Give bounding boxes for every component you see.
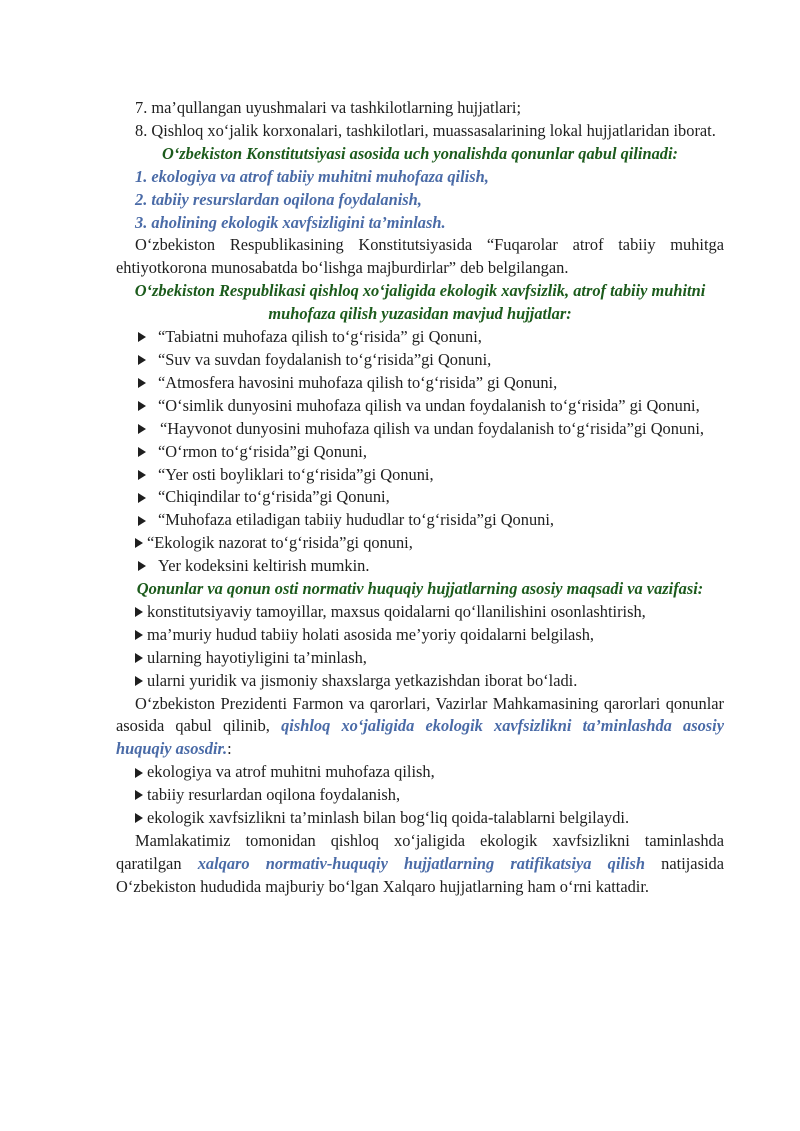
law-item-text: “Yer osti boyliklari to‘g‘risida”gi Qonuni, bbox=[158, 464, 434, 484]
role-item-text: tabiiy resurlardan oqilona foydalanish, bbox=[147, 785, 401, 805]
law-item-text: “Suv va suvdan foydalanish to‘g‘risida”gi Qonuni, bbox=[158, 349, 492, 369]
law-item-text: “O‘simlik dunyosini muhofaza qilish va undan foydalanish to‘g‘risida” gi Qonuni, bbox=[158, 395, 700, 415]
law-item-text: “Muhofaza etiladigan tabiiy hududlar to‘g‘risida”gi Qonuni, bbox=[158, 510, 554, 530]
law-item bbox=[116, 418, 724, 441]
arrowhead-bullet-icon bbox=[138, 355, 146, 365]
role-item-text: ekologik xavfsizlikni ta’minlash bilan bog‘liq qoida-talablarni belgilaydi. bbox=[147, 808, 630, 828]
direction-item-1: 1. ekologiya va atrof tabiiy muhitni muhofaza qilish, bbox=[135, 166, 489, 186]
decrees-paragraph bbox=[116, 693, 724, 762]
arrowhead-bullet-icon bbox=[138, 561, 146, 571]
international-paragraph-tail: natijasida O‘zbekiston hududida majburiy bo‘lgan Xalqaro hujjatlarning ham o‘rni kattadir. bbox=[116, 853, 724, 896]
goal-item-text: konstitutsiyaviy tamoyillar, maxsus qoidalarni qo‘llanilishini osonlashtirish, bbox=[147, 601, 646, 621]
arrowhead-bullet-icon bbox=[135, 676, 143, 686]
arrowhead-bullet-icon bbox=[135, 607, 143, 617]
direction-item-2: 2. tabiiy resurslardan oqilona foydalanish, bbox=[135, 189, 422, 209]
heading-constitution-directions: O‘zbekiston Konstitutsiyasi asosida uch yonalishda qonunlar qabul qilinadi: bbox=[162, 143, 678, 163]
arrowhead-bullet-icon bbox=[138, 493, 146, 503]
arrowhead-bullet-icon bbox=[138, 447, 146, 457]
law-item bbox=[116, 486, 724, 509]
decrees-paragraph-text: O‘zbekiston Prezidenti Farmon va qarorlari, Vazirlar Mahkamasining qarorlari qonunlar asosida qabul qilinib, bbox=[116, 693, 724, 736]
law-item-text: Yer kodeksini keltirish mumkin. bbox=[158, 556, 370, 576]
decrees-paragraph-emphasis: qishloq xo‘jaligida ekologik xavfsizlikni ta’minlashda asosiy huquqiy asosdir. bbox=[116, 716, 724, 759]
list-item-8: 8. Qishloq xo‘jalik korxonalari, tashkilotlari, muassasalarining lokal hujjatlaridan iborat. bbox=[135, 120, 716, 140]
law-item bbox=[116, 555, 724, 578]
goal-item bbox=[116, 670, 724, 693]
law-item-text: “Hayvonot dunyosini muhofaza qilish va undan foydalanish to‘g‘risida”gi Qonuni, bbox=[160, 418, 704, 438]
arrowhead-bullet-icon bbox=[138, 401, 146, 411]
law-item-text: “Ekologik nazorat to‘g‘risida”gi qonuni, bbox=[147, 533, 413, 553]
international-paragraph-text: Mamlakatimiz tomonidan qishloq xo‘jaligida ekologik xavfsizlikni taminlashda qaratilgan bbox=[116, 831, 724, 873]
goal-item bbox=[116, 647, 724, 670]
arrowhead-bullet-icon bbox=[135, 538, 143, 548]
goal-item-text: ularning hayotiyligini ta’minlash, bbox=[147, 647, 367, 667]
role-item bbox=[116, 761, 724, 784]
role-item bbox=[116, 807, 724, 830]
constitution-paragraph: O‘zbekiston Respublikasining Konstitutsiyasida “Fuqarolar atrof tabiiy muhitga ehtiyotkorona munosabatda bo‘lishga majburdirlar” deb belgilangan. bbox=[116, 235, 724, 278]
arrowhead-bullet-icon bbox=[135, 813, 143, 823]
arrowhead-bullet-icon bbox=[138, 470, 146, 480]
arrowhead-bullet-icon bbox=[135, 630, 143, 640]
law-item bbox=[116, 464, 724, 487]
goal-item-text: ma’muriy hudud tabiiy holati asosida me’yoriy qoidalarni belgilash, bbox=[147, 624, 595, 644]
law-item bbox=[116, 395, 724, 418]
law-item bbox=[116, 349, 724, 372]
law-item-text: “Atmosfera havosini muhofaza qilish to‘g‘risida” gi Qonuni, bbox=[158, 372, 558, 392]
arrowhead-bullet-icon bbox=[138, 332, 146, 342]
law-item bbox=[116, 509, 724, 532]
arrowhead-bullet-icon bbox=[135, 768, 143, 778]
role-item-text: ekologiya va atrof muhitni muhofaza qilish, bbox=[147, 762, 435, 782]
law-item-text: “Chiqindilar to‘g‘risida”gi Qonuni, bbox=[158, 487, 390, 507]
international-paragraph bbox=[116, 830, 724, 899]
arrowhead-bullet-icon bbox=[138, 424, 146, 434]
decrees-paragraph-tail: : bbox=[227, 739, 232, 759]
law-item bbox=[116, 532, 724, 555]
international-paragraph-emphasis: xalqaro normativ-huquqiy hujjatlarning ratifikatsiya qilish bbox=[197, 853, 645, 873]
law-item bbox=[116, 326, 724, 349]
arrowhead-bullet-icon bbox=[138, 516, 146, 526]
role-item bbox=[116, 784, 724, 807]
law-item-text: “Tabiatni muhofaza qilish to‘g‘risida” gi Qonuni, bbox=[158, 327, 482, 347]
list-item-7: 7. ma’qullangan uyushmalari va tashkilotlarning hujjatlari; bbox=[135, 98, 521, 117]
arrowhead-bullet-icon bbox=[135, 790, 143, 800]
heading-existing-documents: O‘zbekiston Respublikasi qishloq xo‘jaligida ekologik xavfsizlik, atrof tabiiy muhitni muhofaza qilish yuzasidan mavjud hujjatlar: bbox=[134, 281, 706, 324]
law-item bbox=[116, 372, 724, 395]
goal-item bbox=[116, 601, 724, 624]
goal-item bbox=[116, 624, 724, 647]
law-item-text: “O‘rmon to‘g‘risida”gi Qonuni, bbox=[158, 441, 367, 461]
arrowhead-bullet-icon bbox=[138, 378, 146, 388]
arrowhead-bullet-icon bbox=[135, 653, 143, 663]
direction-item-3: 3. aholining ekologik xavfsizligini ta’minlash. bbox=[135, 212, 446, 232]
document-body bbox=[116, 97, 724, 899]
goal-item-text: ularni yuridik va jismoniy shaxslarga yetkazishdan iborat bo‘ladi. bbox=[147, 670, 578, 690]
heading-goals: Qonunlar va qonun osti normativ huquqiy hujjatlarning asosiy maqsadi va vazifasi: bbox=[136, 579, 704, 599]
law-item bbox=[116, 441, 724, 464]
